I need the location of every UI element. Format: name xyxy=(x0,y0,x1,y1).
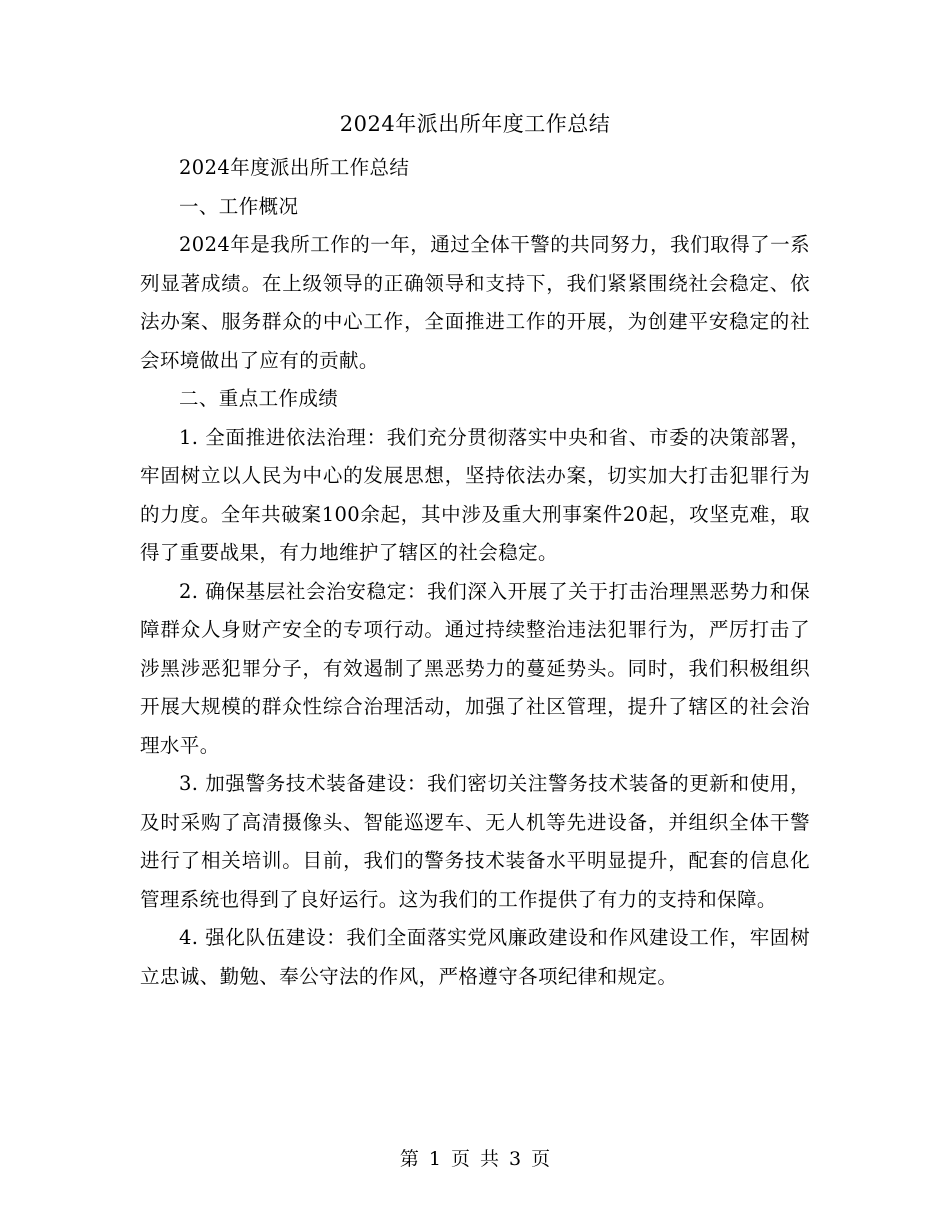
subtitle-paragraph: 2024年度派出所工作总结 xyxy=(179,156,410,179)
document-title: 2024年派出所年度工作总结 xyxy=(339,112,611,136)
overview-paragraph: 2024年是我所工作的一年，通过全体干警的共同努力，我们取得了一系列显著成绩。在上级领导的正确领导和支持下，我们紧紧围绕社会稳定、依法办案、服务群众的中心工作，全面推进工作的开展，为创建平安稳定的社会环境做出了应有的贡献。 xyxy=(140,233,810,372)
section-heading-achievements: 二、重点工作成绩 xyxy=(179,387,339,410)
achievement-item-4: 4. 强化队伍建设：我们全面落实党风廉政建设和作风建设工作，牢固树立忠诚、勤勉、奉公守法的作风，严格遵守各项纪律和规定。 xyxy=(140,926,810,988)
achievement-item-3: 3. 加强警务技术装备建设：我们密切关注警务技术装备的更新和使用，及时采购了高清摄像头、智能巡逻车、无人机等先进设备，并组织全体干警进行了相关培训。目前，我们的警务技术装备水平明显提升，配套的信息化管理系统也得到了良好运行。这为我们的工作提供了有力的支持和保障。 xyxy=(140,772,810,911)
achievement-item-2: 2. 确保基层社会治安稳定：我们深入开展了关于打击治理黑恶势力和保障群众人身财产安全的专项行动。通过持续整治违法犯罪行为，严厉打击了涉黑涉恶犯罪分子，有效遏制了黑恶势力的蔓延势头。同时，我们积极组织开展大规模的群众性综合治理活动，加强了社区管理，提升了辖区的社会治理水平。 xyxy=(140,579,810,757)
section-heading-overview: 一、工作概况 xyxy=(179,194,299,218)
document-body xyxy=(140,149,810,996)
page-number-footer: 第 1 页 共 3 页 xyxy=(399,1148,551,1170)
achievement-item-1: 1. 全面推进依法治理：我们充分贯彻落实中央和省、市委的决策部署，牢固树立以人民为中心的发展思想，坚持依法办案，切实加大打击犯罪行为的力度。全年共破案100余起，其中涉及重大刑事案件20起，攻坚克难，取得了重要战果，有力地维护了辖区的社会稳定。 xyxy=(140,425,810,564)
